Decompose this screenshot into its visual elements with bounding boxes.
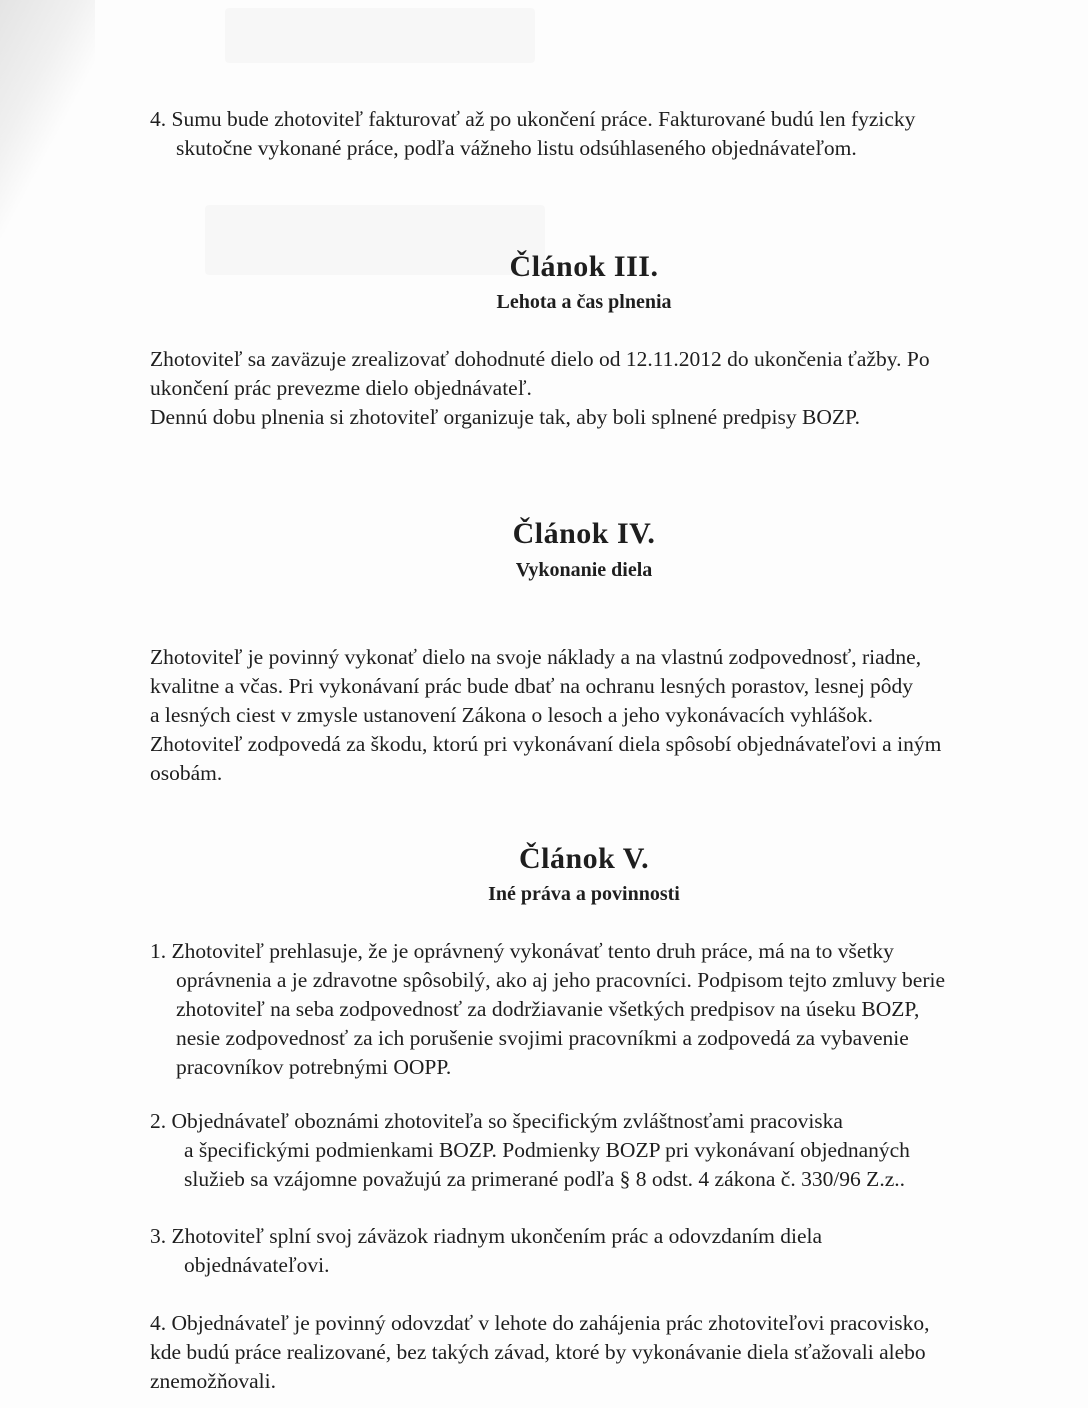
- text-line: osobám.: [150, 761, 223, 785]
- text-line: 3. Zhotoviteľ splní svoj záväzok riadnym ukončením prác a odovzdaním diela: [150, 1224, 823, 1248]
- text-line: nesie zodpovednosť za ich porušenie svojimi pracovníkmi a zodpovedá za vybavenie: [176, 1026, 909, 1050]
- text-line: 4. Sumu bude zhotoviteľ fakturovať až po ukončení práce. Fakturované budú len fyzicky: [150, 107, 916, 131]
- article-5-title: Článok V.: [518, 842, 650, 875]
- text-line: kde budú práce realizované, bez takých závad, ktoré by vykonávanie diela sťažovali alebo: [150, 1340, 926, 1364]
- text-line: Dennú dobu plnenia si zhotoviteľ organizuje tak, aby boli splnené predpisy BOZP.: [150, 405, 860, 429]
- scan-edge-shadow: [0, 0, 95, 240]
- text-line: zhotoviteľ na seba zodpovednosť za dodržiavanie všetkých predpisov na úseku BOZP,: [176, 997, 920, 1021]
- paragraph-payment-terms: [150, 105, 915, 163]
- article-3-subtitle: Lehota a čas plnenia: [496, 291, 672, 313]
- show-through-mark: [225, 8, 535, 63]
- text-line: služieb sa vzájomne považujú za primerané podľa § 8 odst. 4 zákona č. 330/96 Z.z..: [184, 1167, 905, 1191]
- article-3-title: Článok III.: [509, 250, 659, 283]
- text-line: kvalitne a včas. Pri vykonávaní prác bude dbať na ochranu lesných porastov, lesnej pôdy: [150, 674, 914, 698]
- text-line: Zhotoviteľ zodpovedá za škodu, ktorú pri vykonávaní diela spôsobí objednávateľovi a iným: [150, 732, 942, 756]
- article-4-body: [150, 643, 941, 788]
- text-line: a špecifickými podmienkami BOZP. Podmienky BOZP pri vykonávaní objednaných: [184, 1138, 910, 1162]
- text-line: znemožňovali.: [150, 1369, 276, 1393]
- text-line: 1. Zhotoviteľ prehlasuje, že je oprávnený vykonávať tento druh práce, má na to všetky: [150, 939, 894, 963]
- text-line: a lesných ciest v zmysle ustanovení Zákona o lesoch a jeho vykonávacích vyhlášok.: [150, 703, 874, 727]
- text-line: oprávnenia a je zdravotne spôsobilý, ako aj jeho pracovníci. Podpisom tejto zmluvy berie: [176, 968, 946, 992]
- text-line: objednávateľovi.: [184, 1253, 330, 1277]
- article-3-body: [150, 345, 930, 432]
- text-line: pracovníkov potrebnými OOPP.: [176, 1055, 452, 1079]
- text-line: skutočne vykonané práce, podľa vážneho listu odsúhlaseného objednávateľom.: [176, 136, 857, 160]
- article-5-item-1: [150, 937, 945, 1082]
- article-4-subtitle: Vykonanie diela: [515, 559, 653, 581]
- text-line: Zhotoviteľ je povinný vykonať dielo na svoje náklady a na vlastnú zodpovednosť, riadne,: [150, 645, 922, 669]
- article-4-title: Článok IV.: [512, 517, 656, 550]
- text-line: Zhotoviteľ sa zaväzuje zrealizovať dohodnuté dielo od 12.11.2012 do ukončenia ťažby. Po: [150, 347, 930, 371]
- text-line: ukončení prác prevezme dielo objednávateľ.: [150, 376, 532, 400]
- article-5-item-4: [150, 1309, 930, 1396]
- article-5-item-2: [150, 1107, 910, 1194]
- text-line: 2. Objednávateľ oboznámi zhotoviteľa so špecifickým zvláštnosťami pracoviska: [150, 1109, 843, 1133]
- article-5-subtitle: Iné práva a povinnosti: [488, 883, 680, 905]
- text-line: 4. Objednávateľ je povinný odovzdať v lehote do zahájenia prác zhotoviteľovi pracovisko,: [150, 1311, 930, 1335]
- article-5-item-3: [150, 1222, 822, 1280]
